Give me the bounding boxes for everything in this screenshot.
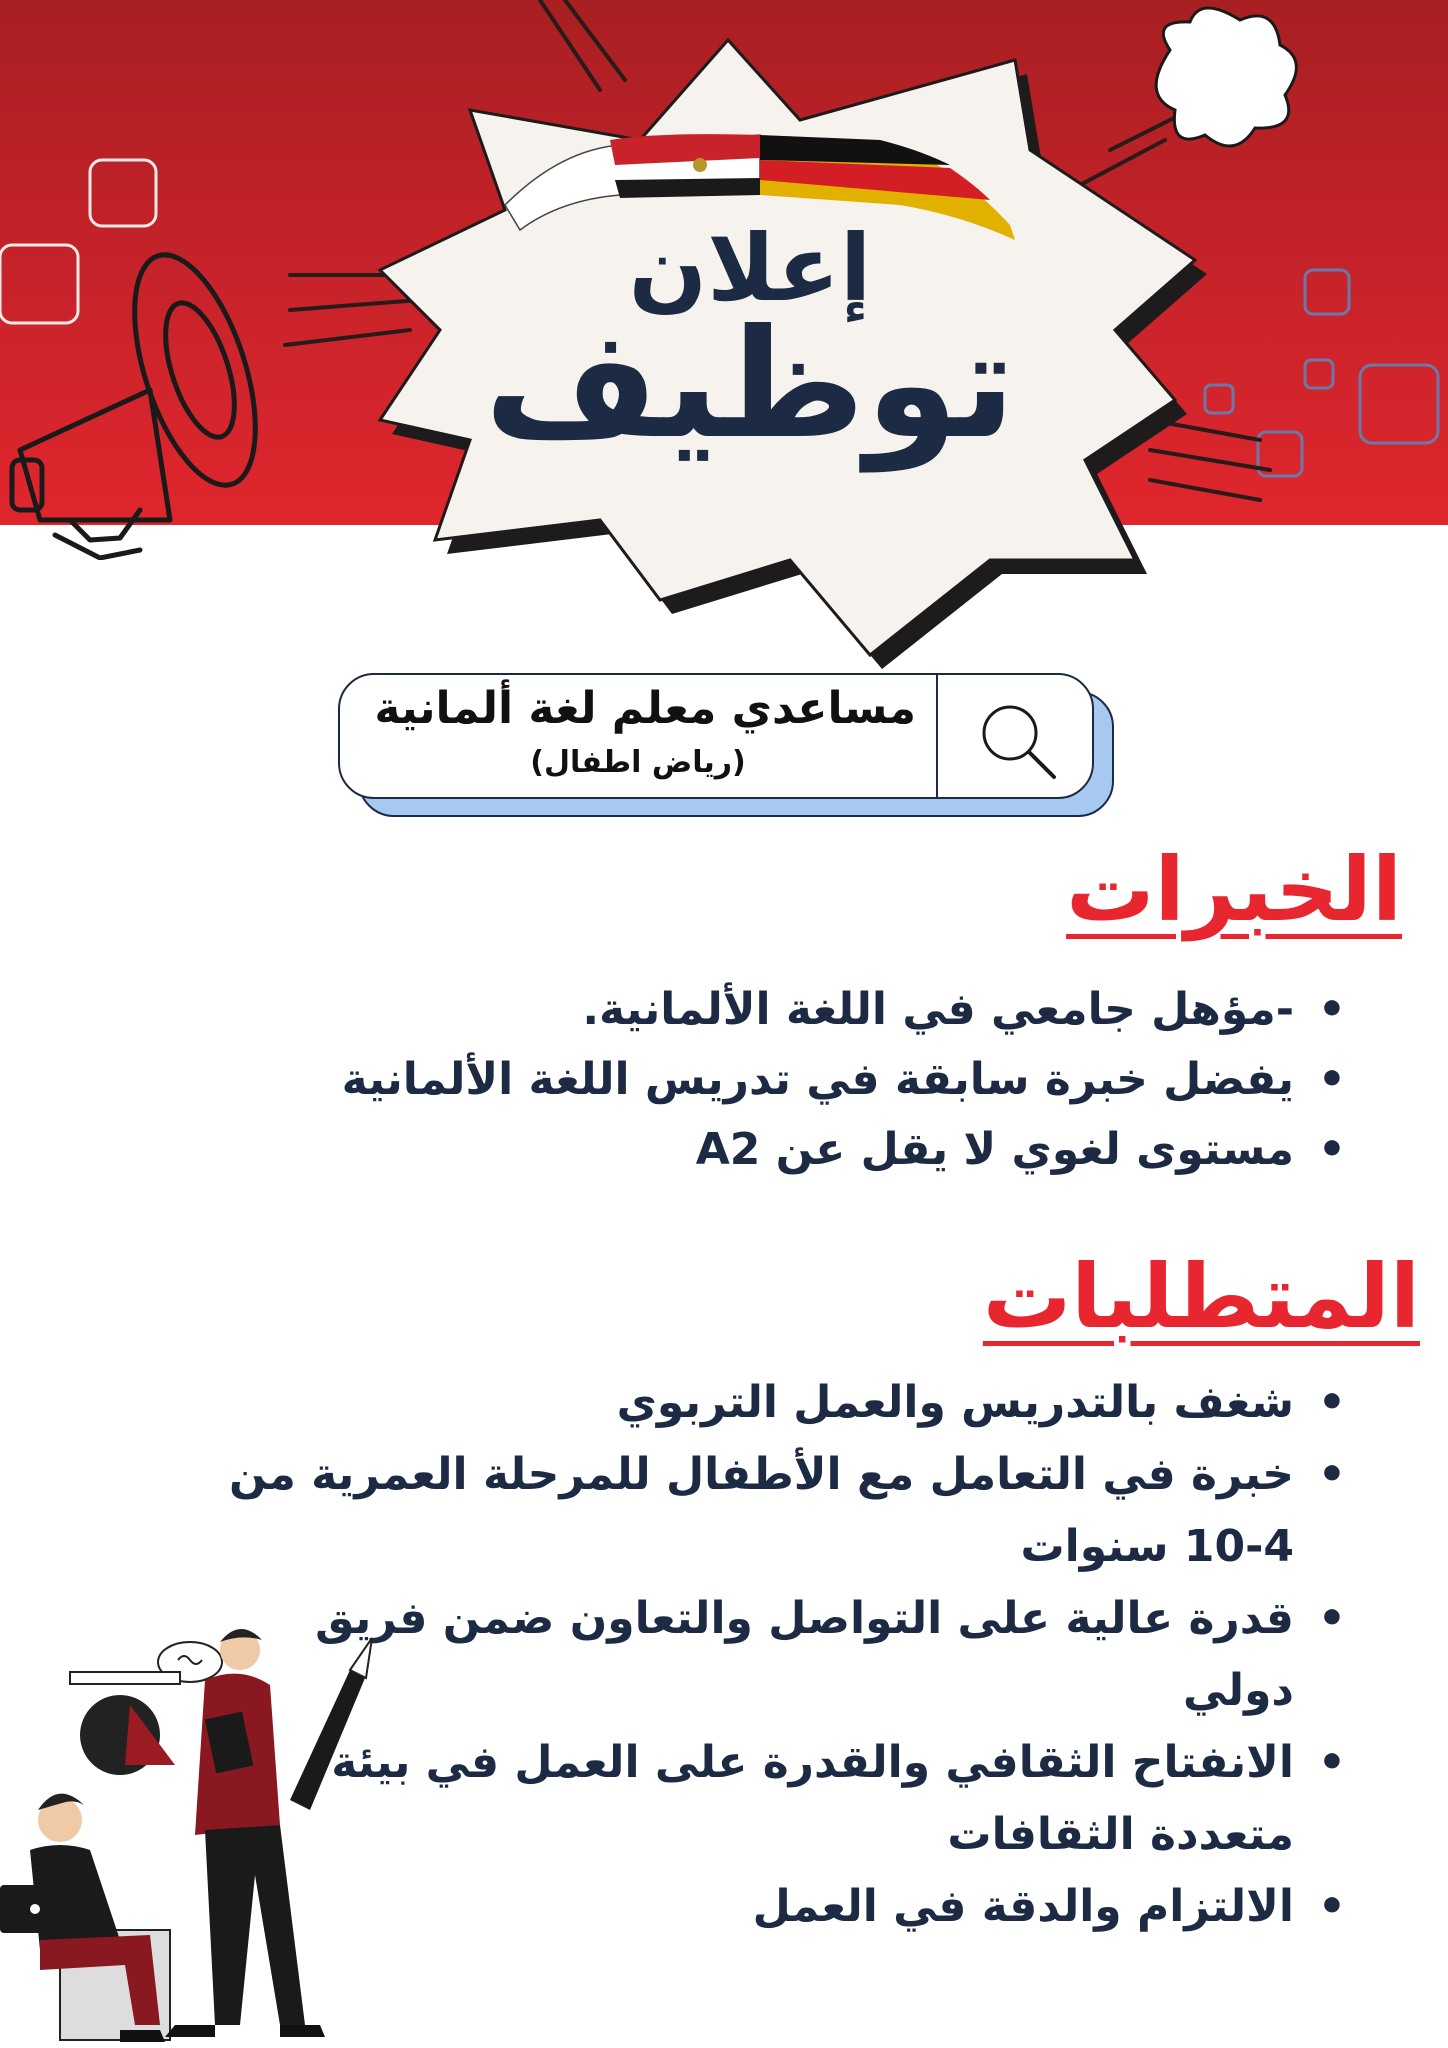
list-item: • شغف بالتدريس والعمل التربوي — [218, 1367, 1358, 1439]
search-icon — [972, 695, 1062, 785]
requirements-list — [218, 1367, 1358, 1943]
experience-list — [258, 975, 1358, 1185]
headline-hiring: توظيف — [484, 298, 1016, 472]
job-subtitle: (رياض اطفال) — [530, 745, 746, 780]
search-field — [338, 673, 1094, 799]
list-item: • الانفتاح الثقافي والقدرة على العمل في بيئة متعددة الثقافات — [218, 1727, 1358, 1871]
browser-window-icon — [70, 1672, 180, 1684]
person-standing — [165, 1629, 325, 2037]
headline-announcement: إعلان — [628, 215, 872, 322]
search-divider — [936, 675, 938, 797]
megaphone-icon — [0, 220, 400, 560]
experience-heading: الخبرات — [1066, 838, 1402, 941]
job-title-searchbox — [338, 673, 1108, 803]
list-item: • مستوى لغوي لا يقل عن A2 — [258, 1115, 1358, 1185]
teachers-illustration — [0, 1620, 380, 2048]
list-item: • يفضل خبرة سابقة في تدريس اللغة الألمانية — [258, 1045, 1358, 1115]
list-item: • قدرة عالية على التواصل والتعاون ضمن فريق دولي — [218, 1583, 1358, 1727]
list-item: • الالتزام والدقة في العمل — [218, 1871, 1358, 1943]
fountain-pen-icon — [290, 1638, 372, 1810]
job-title: مساعدي معلم لغة ألمانية — [374, 683, 916, 734]
requirements-heading: المتطلبات — [982, 1245, 1420, 1348]
list-item: • -مؤهل جامعي في اللغة الألمانية. — [258, 975, 1358, 1045]
list-item: • خبرة في التعامل مع الأطفال للمرحلة العمرية من 4-10 سنوات — [218, 1439, 1358, 1583]
